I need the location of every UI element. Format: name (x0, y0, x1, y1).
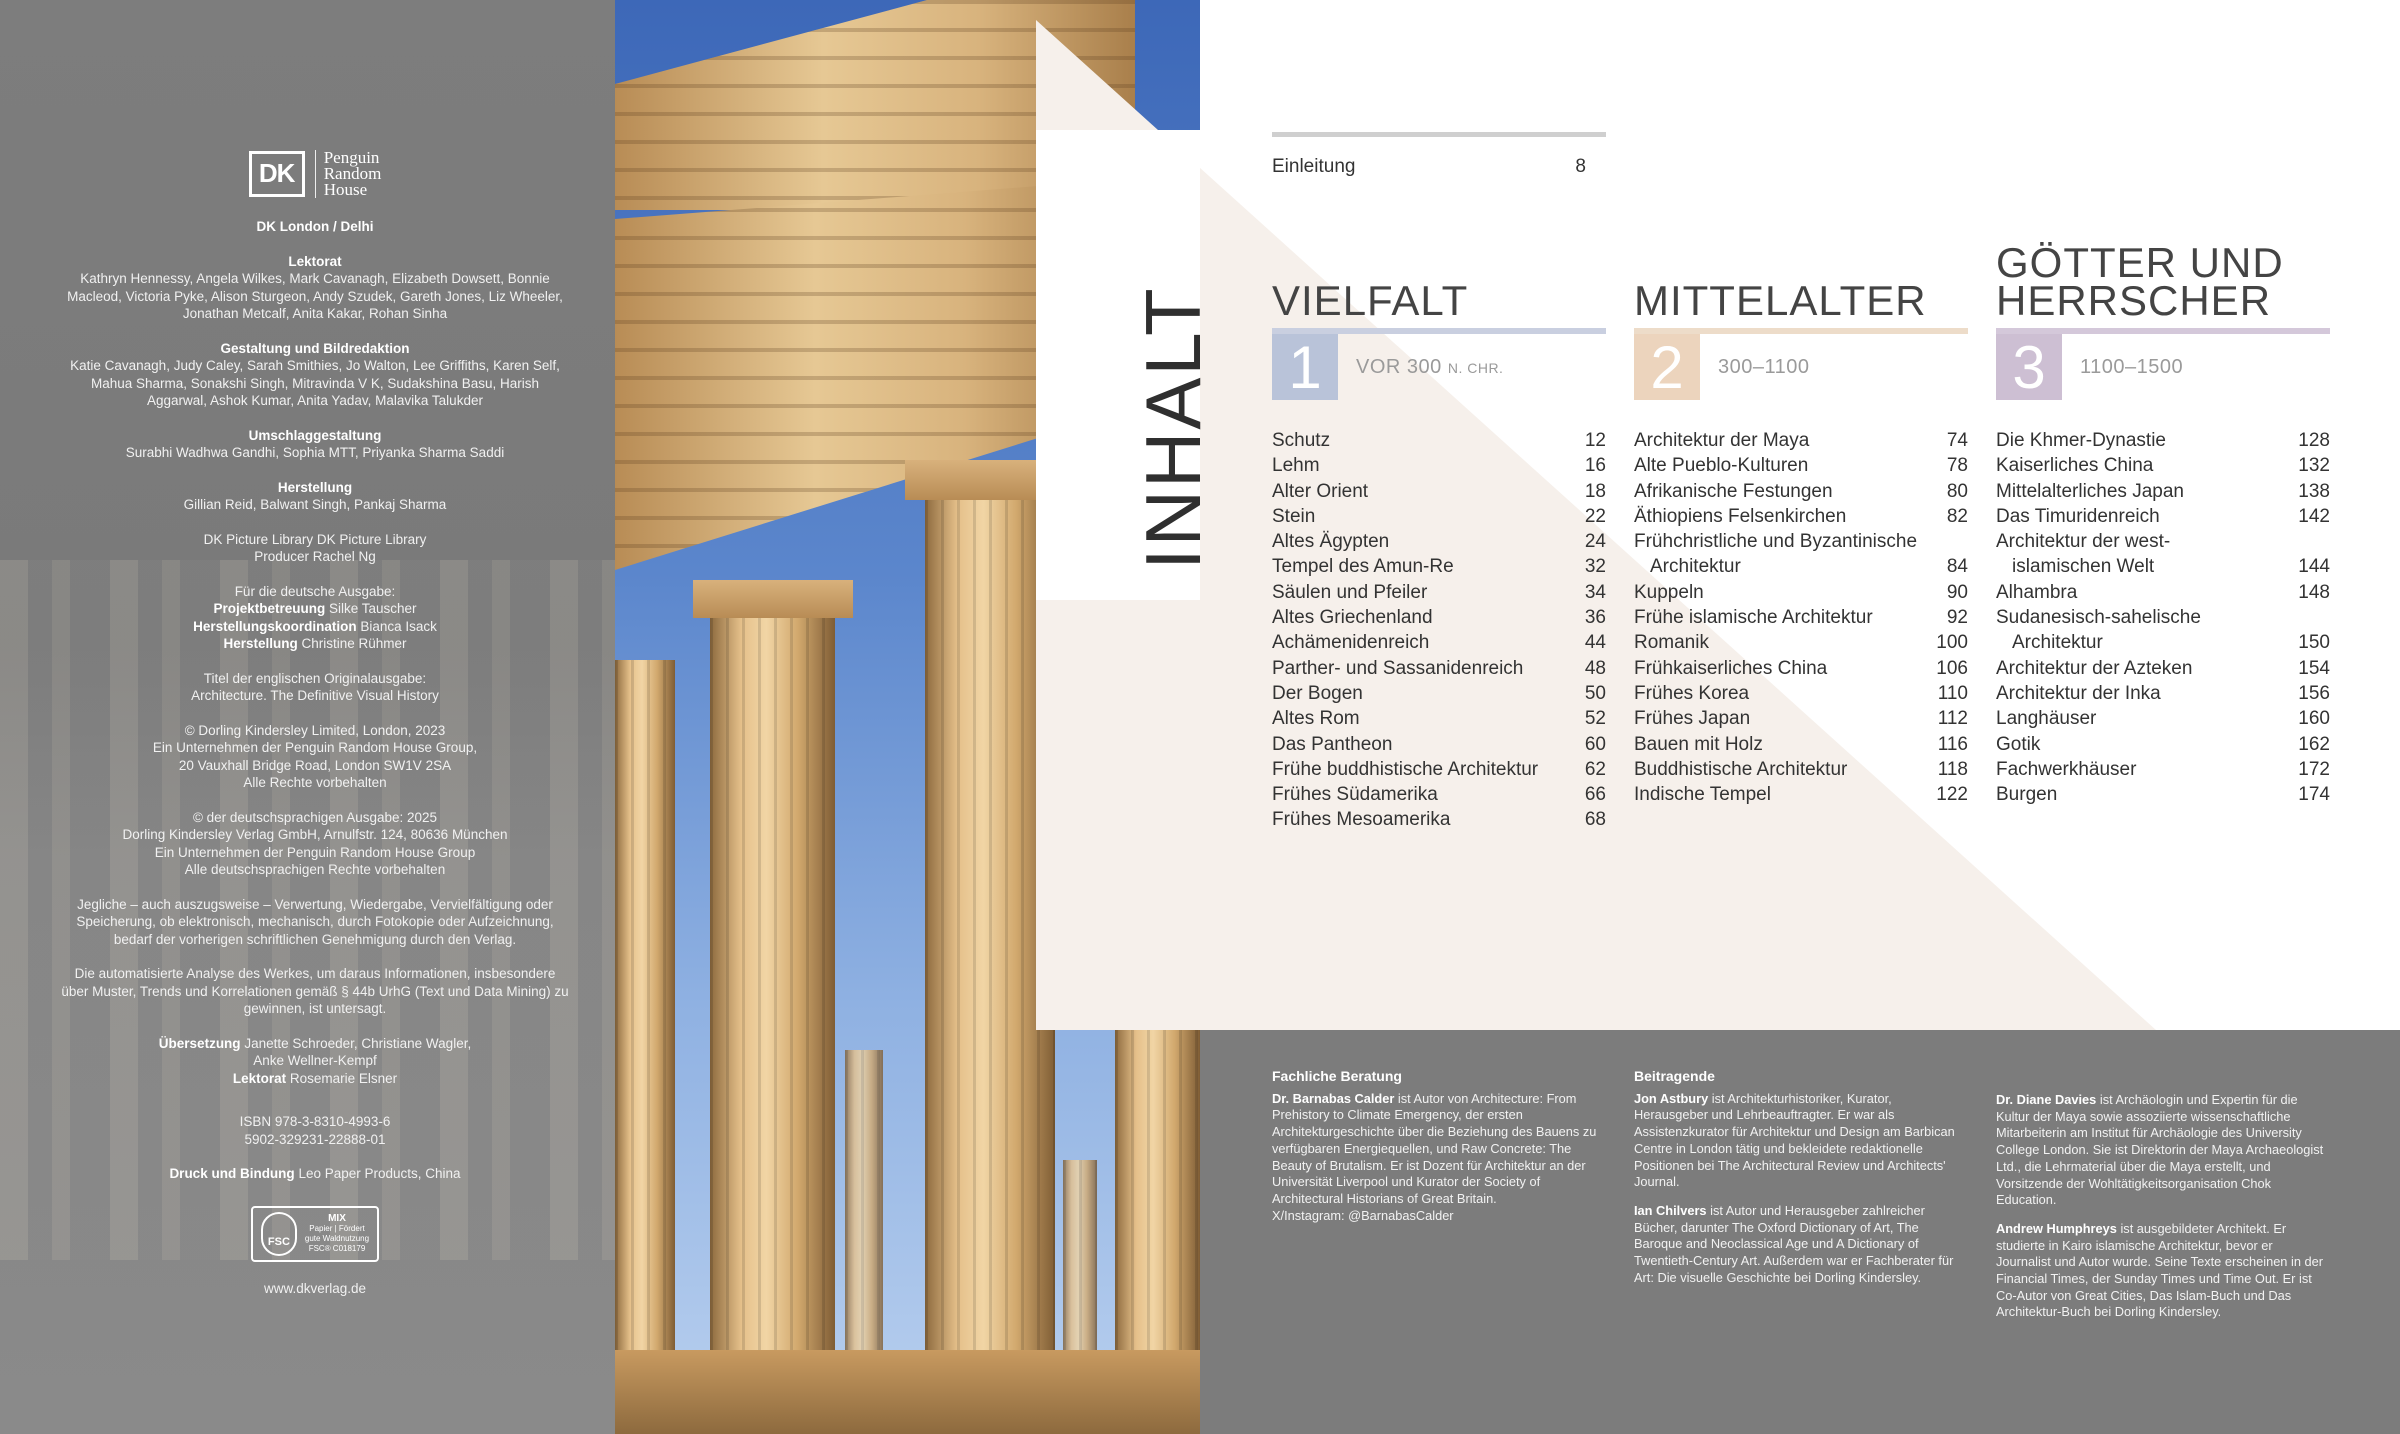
toc-entry-title: Frühe buddhistische Architektur (1272, 758, 1539, 780)
credits-advisor: Fachliche Beratung Dr. Barnabas Calder ist Autor von Architecture: From Prehistory to Climate Emergency, der ersten Architekturgeschichte über die Beziehung des Bauens zu verfügbaren Energiequellen, und Raw Concrete: The Beauty of Brutalism. Er ist Dozent für Architektur an der Universität Liverpool und Kurator der Society of Architectural Historians of Great Britain. X/Instagram: @BarnabasCalder (1272, 1068, 1597, 1223)
toc-entry[interactable] (1634, 453, 1968, 478)
toc-entry[interactable] (1996, 504, 2330, 529)
chapter-title: GÖTTER UND HERRSCHER (1996, 239, 2284, 324)
copyright-block: © Dorling Kindersley Limited, London, 2023 Ein Unternehmen der Penguin Random House Group, 20 Vauxhall Bridge Road, London SW1V 2SA Alle Rechte vorbehalten (152, 722, 478, 790)
toc-entry-title: Romanik (1634, 632, 1709, 654)
toc-entry[interactable] (1634, 782, 1968, 807)
tdm-notice: Die automatisierte Analyse des Werkes, um daraus Informationen, insbesondere über Muster, Trends und Korrelationen gemäß § 44b UrhG (Text und Data Mining) zu gewinnen, ist untersagt. (61, 966, 569, 1016)
toc-entry-page: 110 (1937, 682, 1968, 704)
toc-entry-page: 144 (2298, 556, 2330, 578)
toc-entry-title: Gotik (1996, 733, 2041, 755)
toc-entry-title: Architektur der Maya (1634, 430, 1810, 451)
toc-entry[interactable] (1996, 580, 2330, 605)
toc-entry-page: 66 (1584, 784, 1606, 806)
toc-entry[interactable] (1996, 782, 2330, 807)
chapter-entries (1996, 428, 2330, 807)
toc-entry-title: Parther- und Sassanidenreich (1272, 657, 1524, 679)
toc-entry-page: 106 (1936, 657, 1968, 679)
umschlag-block: Umschlaggestaltung Surabhi Wadhwa Gandhi, Sophia MTT, Priyanka Sharma Saddi (125, 427, 505, 460)
toc-entry-title: Kuppeln (1634, 581, 1704, 603)
toc-entry-page: 90 (1946, 581, 1968, 603)
toc-entry[interactable] (1634, 757, 1968, 782)
toc-entry-page: 62 (1584, 758, 1606, 780)
toc-entry-page: 122 (1936, 784, 1968, 806)
toc-entry[interactable] (1272, 504, 1606, 529)
credits-contributors-2: Dr. Diane Davies ist Archäologin und Expertin für die Kultur der Maya sowie assoziierte wissenschaftliche Mitarbeiterin am Institut für Archäologie des University College London. Sie ist Direktorin der Maya Archaeologist Ltd., die Lehrmaterial über die Maya erstellt, und Vorsitzende der Wohltätigkeitsorganisation Chok Education. Andrew Humphreys ist ausgebildeter Architekt. Er studierte in Kairo islamische Architektur, bevor er Journalist und Autor wurde. Seine Texte erscheinen in der Financial Times, der Sunday Times und Time Out. Er ist Co-Autor von Great Cities, Das Islam-Buch und Das Architektur-Buch bei Dorling Kindersley. (1996, 1092, 2324, 1320)
translation-block: Übersetzung Janette Schroeder, Christiane Wagler, Anke Wellner-Kempf Lektorat Rosemarie Elsner (158, 1035, 472, 1086)
toc-entry[interactable] (1272, 605, 1606, 630)
toc-entry-title: Architektur der west- (1996, 531, 2171, 553)
toc-entry-title: Architektur der Inka (1996, 682, 2161, 704)
toc-entry-page: 154 (2298, 657, 2330, 679)
toc-entry-title: Altes Rom (1272, 708, 1360, 730)
toc-entry-title: Die Khmer-Dynastie (1996, 430, 2166, 451)
toc-entry-title: Frühes Japan (1634, 708, 1751, 730)
toc-entry[interactable] (1996, 732, 2330, 757)
toc-entry-page: 22 (1584, 505, 1606, 527)
toc-entry[interactable] (1634, 479, 1968, 504)
toc-entry-page: 18 (1584, 480, 1606, 502)
chapter-period: 300–1100 (1718, 356, 1810, 378)
toc-entry-title: Frühes Südamerika (1272, 784, 1438, 806)
toc-entry-page: 116 (1937, 733, 1968, 755)
column-capital (693, 580, 853, 618)
toc-entry[interactable] (1996, 479, 2330, 504)
toc-entry-title: Frühe islamische Architektur (1634, 607, 1873, 629)
toc-entry-page: 138 (2298, 480, 2330, 502)
toc-entry[interactable] (1272, 732, 1606, 757)
toc-entry-page: 100 (1936, 632, 1968, 654)
toc-entry-page: 68 (1584, 809, 1606, 831)
toc-entry-page: 50 (1584, 682, 1606, 704)
toc-entry-page: 74 (1946, 430, 1968, 451)
imprint-panel (0, 0, 615, 1434)
toc-entry-title-cont: islamischen Welt (2012, 556, 2155, 578)
toc-entry-page: 112 (1937, 708, 1968, 730)
toc-entry-title: Das Timuridenreich (1996, 505, 2160, 527)
toc-entry[interactable] (1996, 656, 2330, 681)
toc-entry[interactable] (1996, 681, 2330, 706)
toc-entry-title: Lehm (1272, 455, 1320, 477)
toc-entry-title: Altes Griechenland (1272, 607, 1433, 629)
chapter-number: 2 (1634, 334, 1700, 400)
toc-entry-title: Alhambra (1996, 581, 2078, 603)
toc-heading: INHALT (1129, 286, 1217, 570)
toc-entry[interactable] (1996, 428, 2330, 453)
toc-entry-title: Bauen mit Holz (1634, 733, 1763, 755)
toc-entry[interactable] (1272, 529, 1606, 554)
print-block: Druck und Bindung Leo Paper Products, China (169, 1166, 461, 1181)
toc-entry-page: 174 (2298, 784, 2330, 806)
gestaltung-block: Gestaltung und Bildredaktion Katie Cavanagh, Judy Caley, Sarah Smithies, Jo Walton, Lee Griffiths, Karen Self, Mahua Sharma, Sonakshi Singh, Mitravinda V K, Sudakshina Basu, Harish Aggarwal, Ashok Kumar, Anita Yadav, Malavika Talukder (70, 340, 560, 408)
toc-entry-title: Das Pantheon (1272, 733, 1393, 755)
credits-band (1200, 1030, 2400, 1434)
toc-entry[interactable] (1634, 580, 1968, 605)
toc-entry-page: 24 (1584, 531, 1606, 553)
column (615, 660, 675, 1434)
toc-entry-page: 162 (2298, 733, 2330, 755)
toc-entry-page: 150 (2298, 632, 2330, 654)
toc-entry[interactable] (1272, 681, 1606, 706)
toc-entry[interactable] (1996, 757, 2330, 782)
toc-entry[interactable] (1634, 681, 1968, 706)
toc-entry[interactable] (1272, 706, 1606, 731)
toc-entry[interactable] (1634, 706, 1968, 731)
toc-entry-title: Achämenidenreich (1272, 632, 1430, 654)
toc-entry-page: 52 (1584, 708, 1606, 730)
toc-entry-page: 156 (2298, 682, 2330, 704)
toc-entry[interactable] (1272, 630, 1606, 655)
toc-entry[interactable] (1272, 479, 1606, 504)
toc-entry-page: 84 (1946, 556, 1968, 578)
toc-entry-page: 36 (1584, 607, 1606, 629)
toc-entry-title: Buddhistische Architektur (1634, 758, 1848, 780)
toc-intro-entry[interactable]: Einleitung 8 (1272, 156, 1586, 177)
chapter-entries (1634, 428, 1968, 807)
toc-entry-title: Frühkaiserliches China (1634, 657, 1828, 679)
intro-rule (1272, 132, 1606, 137)
toc-entry-title: Schutz (1272, 430, 1331, 451)
picture-library-block: DK Picture Library DK Picture Library Producer Rachel Ng (203, 531, 427, 564)
toc-entry-page: 44 (1584, 632, 1606, 654)
toc-entry-title: Alter Orient (1272, 480, 1369, 502)
toc-entry-title-cont: Architektur (1650, 556, 1741, 578)
website: www.dkverlag.de (263, 1280, 367, 1296)
toc-entry[interactable] (1634, 529, 1968, 580)
toc-entry-title: Alte Pueblo-Kulturen (1634, 455, 1809, 477)
chapter-title: VIELFALT (1272, 277, 1469, 324)
toc-entry[interactable] (1272, 782, 1606, 807)
toc-entry[interactable] (1272, 580, 1606, 605)
fsc-badge: FSC MIX Papier | Fördert gute Waldnutzung FSC® C018179 (251, 1206, 379, 1262)
toc-entry-title: Der Bogen (1272, 682, 1363, 704)
toc-entry-title: Frühchristliche und Byzantinische (1634, 531, 1918, 553)
chapter-number: 3 (1996, 334, 2062, 400)
toc-entry-title: Altes Ägypten (1272, 531, 1390, 553)
toc-entry-title: Frühes Korea (1634, 682, 1750, 704)
toc-entry-title: Langhäuser (1996, 708, 2097, 730)
toc-entry-page: 160 (2298, 708, 2330, 730)
toc-entry[interactable] (1272, 807, 1606, 832)
toc-entry-title: Frühes Mesoamerika (1272, 809, 1451, 831)
toc-entry-title: Architektur der Azteken (1996, 657, 2193, 679)
toc-entry-title: Mittelalterliches Japan (1996, 480, 2184, 502)
toc-entry[interactable] (1634, 732, 1968, 757)
toc-entry-title: Stein (1272, 505, 1316, 527)
german-copyright-block: © der deutschsprachigen Ausgabe: 2025 Dorling Kindersley Verlag GmbH, Arnulfstr. 124, 80636 München Ein Unternehmen der Penguin Random House Group Alle deutschsprachigen Rechte vorbehalten (122, 809, 508, 877)
toc-entry[interactable] (1634, 630, 1968, 655)
toc-entry-page: 32 (1584, 556, 1606, 578)
toc-entry-page: 148 (2298, 581, 2330, 603)
toc-entry-page: 60 (1584, 733, 1606, 755)
toc-entry[interactable] (1634, 504, 1968, 529)
office: DK London / Delhi (256, 219, 374, 234)
isbn-block: ISBN 978-3-8310-4993-6 5902-329231-22888-01 (239, 1114, 391, 1147)
toc-entry-title: Säulen und Pfeiler (1272, 581, 1428, 603)
toc-entry[interactable] (1996, 706, 2330, 731)
toc-entry-page: 48 (1584, 657, 1606, 679)
toc-entry-page: 80 (1946, 480, 1968, 502)
chapter-period: VOR 300 N. CHR. (1356, 356, 1504, 378)
toc-entry-page: 12 (1584, 430, 1606, 451)
herstellung-block: Herstellung Gillian Reid, Balwant Singh, Pankaj Sharma (183, 479, 447, 512)
toc-entry-page: 118 (1937, 758, 1968, 780)
toc-entry-title: Kaiserliches China (1996, 455, 2154, 477)
toc-entry[interactable] (1634, 656, 1968, 681)
publisher-logo (60, 150, 570, 198)
chapter-number: 1 (1272, 334, 1338, 400)
chapter-entries (1272, 428, 1606, 833)
toc-entry[interactable] (1272, 554, 1606, 579)
toc-entry-title-cont: Architektur (2012, 632, 2103, 654)
toc-entry[interactable] (1634, 605, 1968, 630)
german-edition-block: Für die deutsche Ausgabe: Projektbetreuung Silke Tauscher Herstellungskoordination Bianca Isack Herstellung Christine Rühmer (193, 583, 437, 651)
column (710, 600, 835, 1434)
toc-entry-page: 128 (2298, 430, 2330, 451)
toc-entry-page: 16 (1584, 455, 1606, 477)
toc-entry[interactable] (1634, 428, 1968, 453)
penguin-random-house-logo: Penguin Random House (315, 150, 382, 198)
toc-entry[interactable] (1272, 757, 1606, 782)
toc-entry[interactable] (1996, 453, 2330, 478)
toc-entry[interactable] (1272, 453, 1606, 478)
toc-entry[interactable] (1996, 529, 2330, 580)
toc-entry[interactable] (1272, 428, 1606, 453)
original-title-block: Titel der englischen Originalausgabe: Architecture. The Definitive Visual History (191, 670, 439, 703)
toc-entry-page: 142 (2298, 505, 2330, 527)
imprint-text (60, 150, 570, 1297)
toc-entry[interactable] (1996, 605, 2330, 656)
toc-entry-title: Indische Tempel (1634, 784, 1771, 806)
toc-entry-title: Äthiopiens Felsenkirchen (1634, 505, 1847, 527)
toc-entry-title: Afrikanische Festungen (1634, 480, 1833, 502)
lektorat-block: Lektorat Kathryn Hennessy, Angela Wilkes, Mark Cavanagh, Elizabeth Dowsett, Bonnie Macleod, Victoria Pyke, Alison Sturgeon, Andy Szudek, Gareth Jones, Liz Wheeler, Jonathan Metcalf, Anita Kakar, Rohan Sinha (67, 253, 563, 321)
dk-logo: DK (249, 151, 305, 197)
toc-entry-page: 34 (1584, 581, 1606, 603)
toc-entry-page: 172 (2298, 758, 2330, 780)
toc-entry-page: 78 (1946, 455, 1968, 477)
toc-entry-title: Burgen (1996, 784, 2058, 806)
toc-entry-title: Fachwerkhäuser (1996, 758, 2137, 780)
chapter-title: MITTELALTER (1634, 277, 1927, 324)
toc-entry-page: 82 (1946, 505, 1968, 527)
toc-entry-title: Tempel des Amun-Re (1272, 556, 1454, 578)
toc-entry-title: Sudanesisch-sahelische (1996, 607, 2201, 629)
toc-entry[interactable] (1272, 656, 1606, 681)
fsc-tree-icon: FSC (261, 1212, 297, 1256)
legal-notice: Jegliche – auch auszugsweise – Verwertung, Wiedergabe, Vervielfältigung oder Speicherung, ob elektronisch, mechanisch, durch Fotokopie oder Aufzeichnung, bedarf der vorherigen schriftlichen Genehmigung durch den Verlag. (76, 896, 554, 947)
toc-entry-page: 92 (1946, 607, 1968, 629)
toc-entry-page: 132 (2298, 455, 2330, 477)
credits-contributors: Beitragende Jon Astbury ist Architekturhistoriker, Kurator, Herausgeber und Lehrbeauftragter. Er war als Assistenzkurator für Architektur und Design am Barbican Centre in London tätig und bekleidete redaktionelle Positionen bei The Architectural Review und Architects' Journal. Ian Chilvers ist Autor und Herausgeber zahlreicher Bücher, darunter The Oxford Dictionary of Art, The Baroque and Neoclassical Age und A Dictionary of Twentieth-Century Art. Außerdem war er Fachberater für Art: Die visuelle Geschichte bei Dorling Kindersley. (1634, 1068, 1955, 1285)
chapter-period: 1100–1500 (2080, 356, 2184, 378)
